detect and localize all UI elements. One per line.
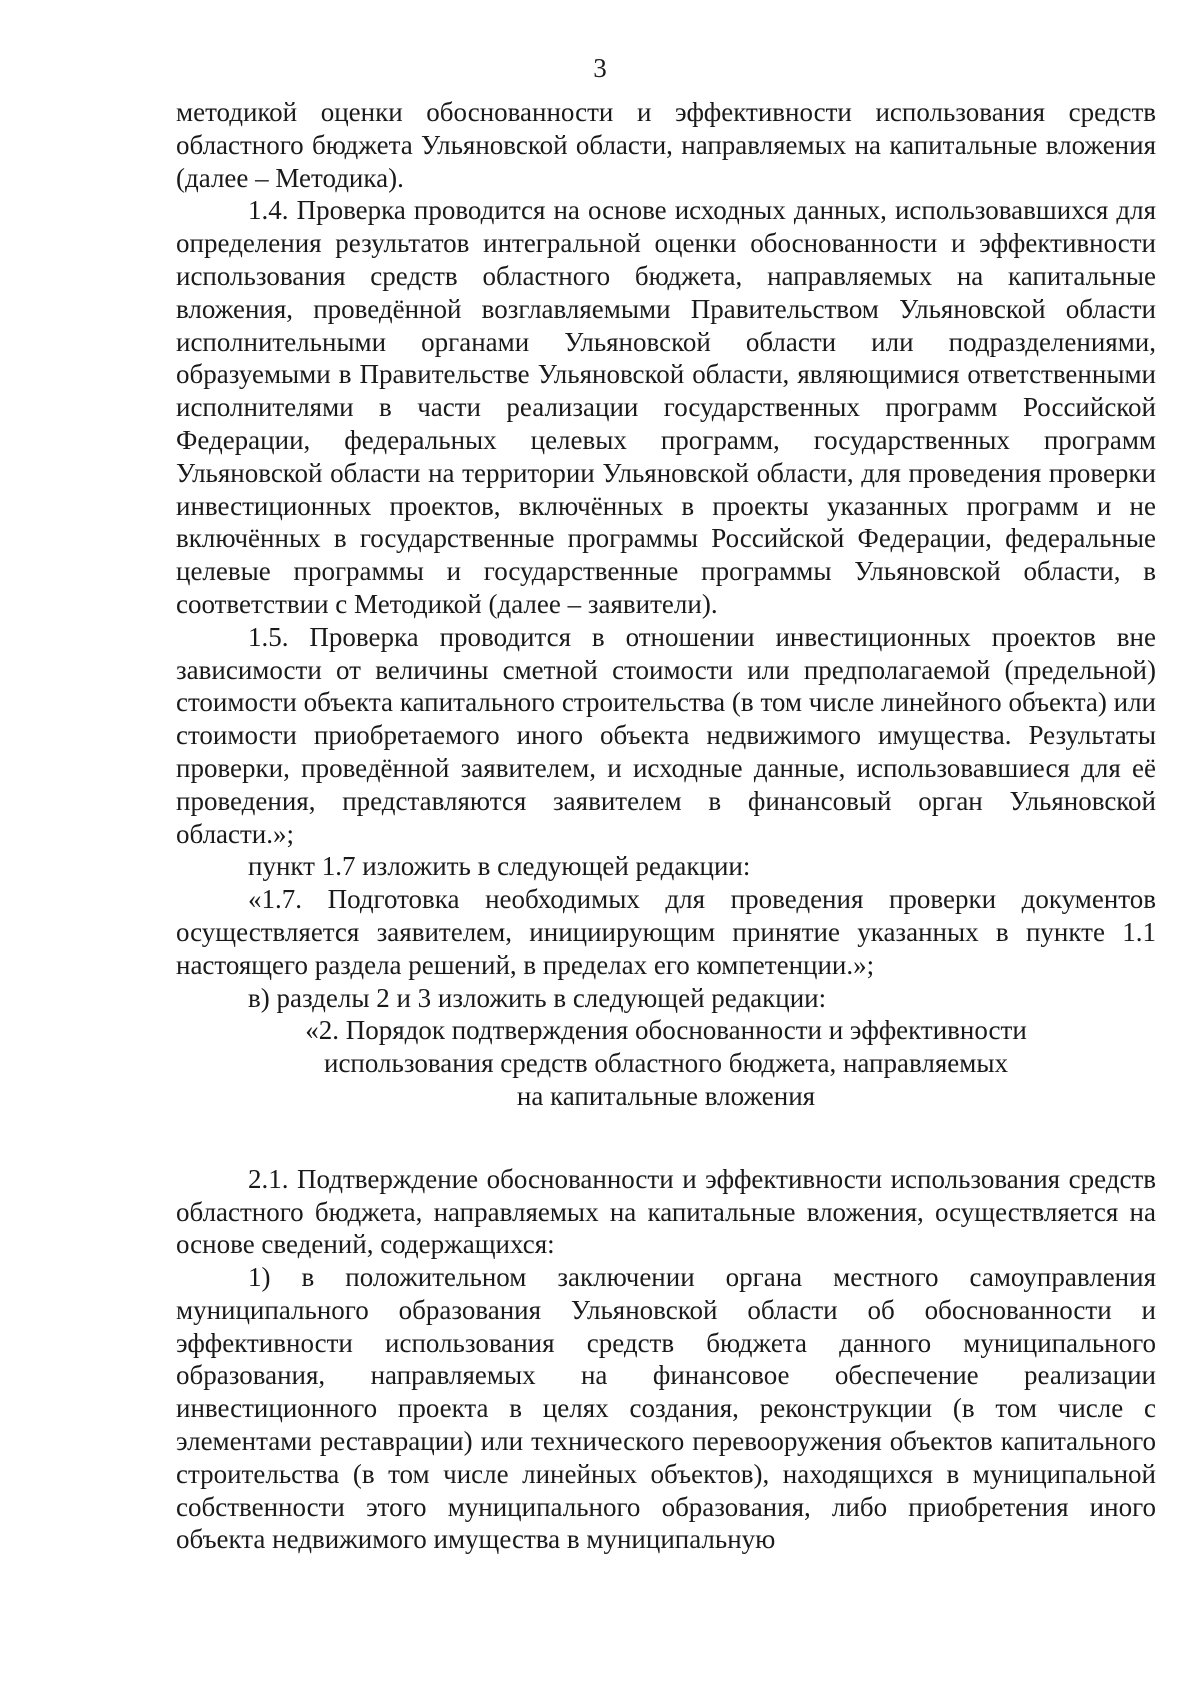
section-heading-line-3: на капитальные вложения [516,1080,816,1111]
heading-spacer [176,1113,1156,1163]
paragraph-1-7: «1.7. Подготовка необходимых для проведения проверки документов осуществляется заявителем, инициирующим принятие указанных в пункте 1.1 настоящего раздела решений, в пределах его компетенции.»; [176,884,1156,980]
section-heading-line-1: «2. Порядок подтверждения обоснованности и эффективности [305,1015,1027,1046]
section-heading-line-2: использования средств областного бюджета, направляемых [324,1048,1008,1079]
document-body [176,96,1156,1556]
paragraph-point-1-7-intro: пункт 1.7 изложить в следующей редакции: [248,851,751,882]
paragraph-continuation: методикой оценки обоснованности и эффективности использования средств областного бюджета Ульяновской области, направляемых на капитальные вложения (далее – Методика). [176,97,1156,193]
paragraph-sections-intro: в) разделы 2 и 3 изложить в следующей редакции: [248,982,827,1013]
page-number: 3 [593,53,607,83]
paragraph-item-1: 1) в положительном заключении органа местного самоуправления муниципального образования Ульяновской области об обоснованности и эффективности использования средств бюджета данного муниципального образования, направляемых на финансовое обеспечение реализации инвестиционного проекта в целях создания, реконструкции (в том числе с элементами реставрации) или технического перевооружения объектов капитального строительства (в том числе линейных объектов), находящихся в муниципальной собственности этого муниципального образования, либо приобретения иного объекта недвижимого имущества в муниципальную [176,1262,1156,1555]
paragraph-1-4: 1.4. Проверка проводится на основе исходных данных, использовавшихся для определения результатов интегральной оценки обоснованности и эффективности использования средств областного бюджета, направляемых на капитальные вложения, проведённой возглавляемыми Правительством Ульяновской области исполнительными органами Ульяновской области или подразделениями, образуемыми в Правительстве Ульяновской области, являющимися ответственными исполнителями в части реализации государственных программ Российской Федерации, федеральных целевых программ, государственных программ Ульяновской области на территории Ульяновской области, для проведения проверки инвестиционных проектов, включённых в проекты указанных программ и не включённых в государственные программы Российской Федерации, федеральные целевые программы и государственные программы Ульяновской области, в соответствии с Методикой (далее – заявители). [176,195,1156,619]
paragraph-2-1: 2.1. Подтверждение обоснованности и эффективности использования средств областного бюджета, направляемых на капитальные вложения, осуществляется на основе сведений, содержащихся: [176,1163,1156,1260]
paragraph-1-5: 1.5. Проверка проводится в отношении инвестиционных проектов вне зависимости от величины сметной стоимости или предполагаемой (предельной) стоимости объекта капитального строительства (в том числе линейного объекта) или стоимости приобретаемого иного объекта недвижимого имущества. Результаты проверки, проведённой заявителем, и исходные данные, использовавшиеся для её проведения, представляются заявителем в финансовый орган Ульяновской области.»; [176,621,1156,849]
